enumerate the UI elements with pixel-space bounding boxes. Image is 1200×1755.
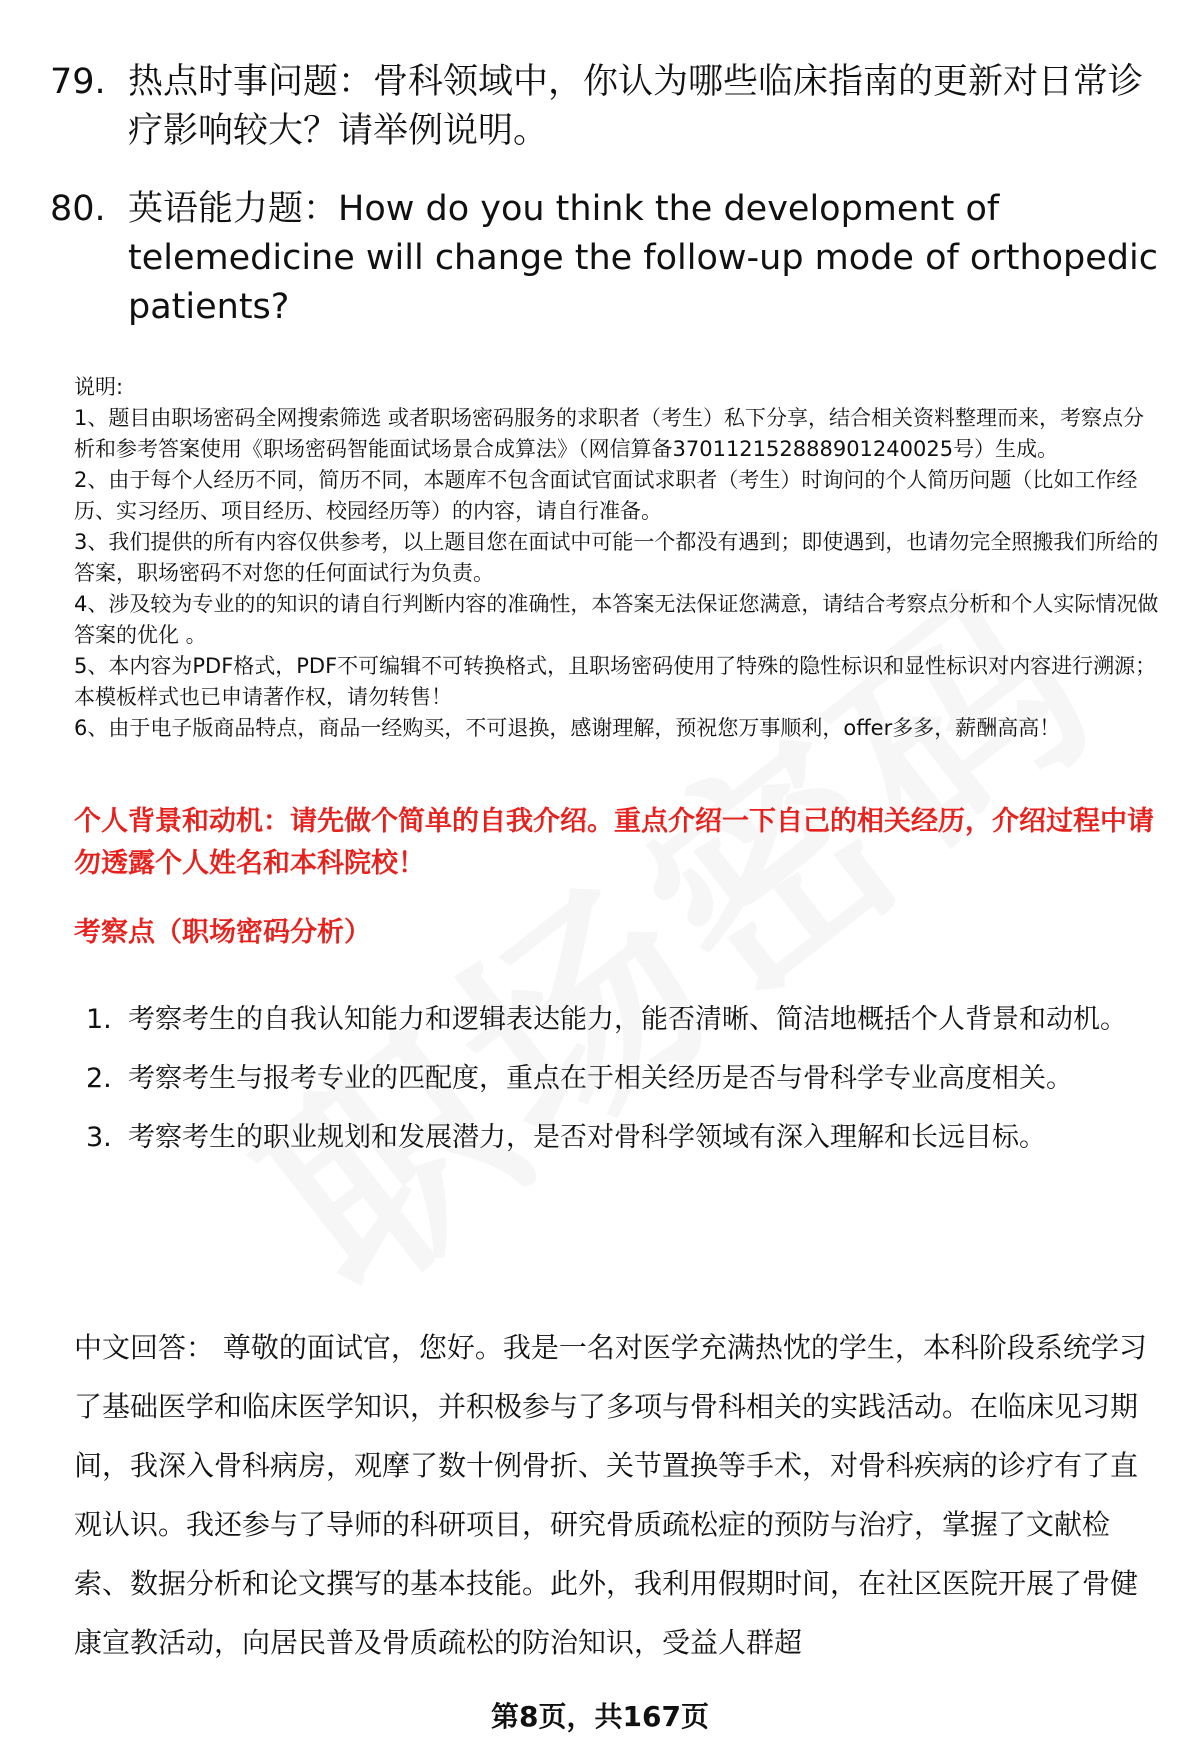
question-number: 80.: [50, 189, 106, 229]
point-text: 考察考生的职业规划和发展潜力，是否对骨科学领域有深入理解和长远目标。: [128, 1122, 1046, 1153]
note-item: 3、我们提供的所有内容仅供参考，以上题目您在面试中可能一个都没有遇到；即使遇到，也请勿完全照搬我们所给的答案，职场密码不对您的任何面试行为负责。: [74, 530, 1159, 585]
question-text: 热点时事问题：骨科领域中，你认为哪些临床指南的更新对日常诊疗影响较大？请举例说明。: [128, 62, 1144, 151]
question-item: [50, 185, 1160, 332]
note-item: 2、由于每个人经历不同，简历不同，本题库不包含面试官面试求职者（考生）时询问的个人简历问题（比如工作经历、实习经历、项目经历、校园经历等）的内容，请自行准备。: [74, 468, 1138, 523]
analysis-points: [86, 990, 1166, 1167]
question-item: [50, 58, 1160, 156]
point-number: 3.: [86, 1122, 112, 1153]
notes-section: [74, 372, 1164, 744]
answer-text: 中文回答： 尊敬的面试官，您好。我是一名对医学充满热忱的学生，本科阶段系统学习了基础医学和临床医学知识，并积极参与了多项与骨科相关的实践活动。在临床见习期间，我深入骨科病房，观摩了数十例骨折、关节置换等手术，对骨科疾病的诊疗有了直观认识。我还参与了导师的科研项目，研究骨质疏松症的预防与治疗，掌握了文献检索、数据分析和论文撰写的基本技能。此外，我利用假期时间，在社区医院开展了骨健康宣教活动，向居民普及骨质疏松的防治知识，受益人群超: [74, 1331, 1147, 1659]
question-number: 79.: [50, 62, 106, 102]
analysis-point: [86, 1049, 1166, 1108]
notes-title: 说明:: [74, 375, 124, 399]
point-number: 2.: [86, 1063, 112, 1094]
page-footer: 第8页，共167页: [491, 1700, 709, 1733]
personal-question-heading: 个人背景和动机：请先做个简单的自我介绍。重点介绍一下自己的相关经历，介绍过程中请勿透露个人姓名和本科院校！: [74, 806, 1154, 879]
analysis-point: [86, 990, 1166, 1049]
analysis-point: [86, 1108, 1166, 1167]
note-item: 5、本内容为PDF格式，PDF不可编辑不可转换格式，且职场密码使用了特殊的隐性标识和显性标识对内容进行溯源；本模板样式也已申请著作权，请勿转售！: [74, 654, 1157, 709]
point-text: 考察考生的自我认知能力和逻辑表达能力，能否清晰、简洁地概括个人背景和动机。: [128, 1004, 1127, 1035]
analysis-heading: 考察点（职场密码分析）: [74, 917, 371, 948]
question-text: 英语能力题：How do you think the development of telemedicine will change the follow-up mode of orthopedic patients?: [128, 189, 1158, 327]
question-list: [50, 58, 1160, 361]
note-item: 6、由于电子版商品特点，商品一经购买，不可退换，感谢理解，预祝您万事顺利，offer多多，薪酬高高！: [74, 716, 1061, 740]
point-number: 1.: [86, 1004, 112, 1035]
point-text: 考察考生与报考专业的匹配度，重点在于相关经历是否与骨科学专业高度相关。: [128, 1063, 1073, 1094]
note-item: 1、题目由职场密码全网搜索筛选 或者职场密码服务的求职者（考生）私下分享，结合相关资料整理而来，考察点分析和参考答案使用《职场密码智能面试场景合成算法》（网信算备370112152888901240025号）生成。: [74, 406, 1145, 461]
note-item: 4、涉及较为专业的的知识的请自行判断内容的准确性，本答案无法保证您满意，请结合考察点分析和个人实际情况做答案的优化 。: [74, 592, 1159, 647]
